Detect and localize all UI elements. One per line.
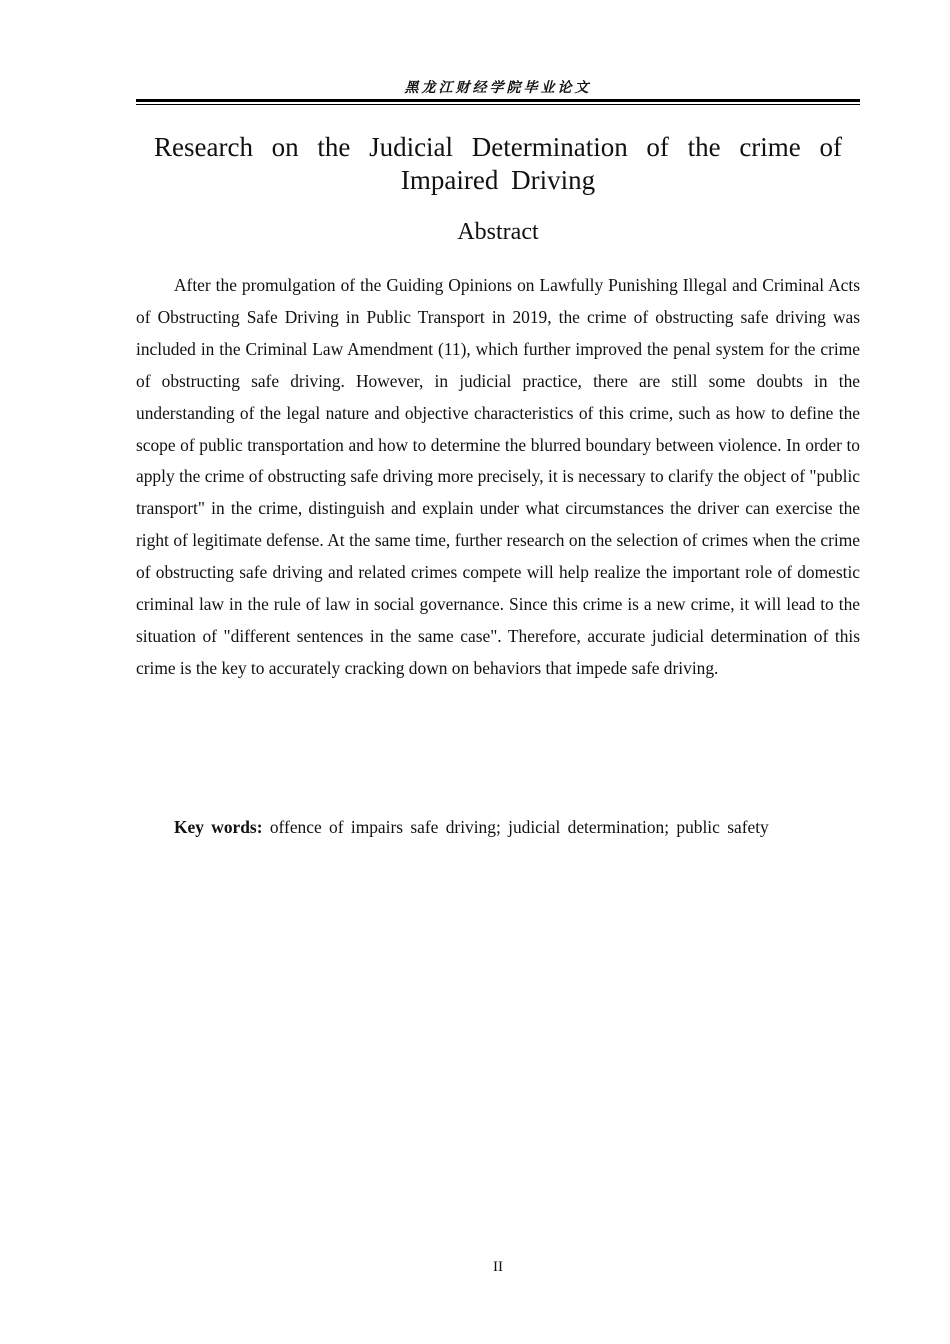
paper-title-line-2: Impaired Driving — [400, 165, 596, 195]
keywords-label: Key words: — [174, 817, 263, 837]
abstract-heading: Abstract — [457, 219, 539, 245]
paper-title-line-1: Research on the Judicial Determination of the crime of — [154, 132, 842, 162]
keywords — [136, 812, 860, 843]
header-rule-thin — [136, 104, 860, 105]
keywords-text: offence of impairs safe driving; judicial determination; public safety — [269, 817, 769, 837]
header-rule — [136, 99, 860, 102]
page-number: II — [493, 1259, 503, 1275]
running-header: 黑龙江财经学院毕业论文 — [404, 80, 592, 96]
abstract-body: After the promulgation of the Guiding Opinions on Lawfully Punishing Illegal and Criminal Acts of Obstructing Safe Driving in Public Transport in 2019, the crime of obstructing safe driving was included in the Criminal Law Amendment (11), which further improved the penal system for the crime of obstructing safe driving. However, in judicial practice, there are still some doubts in the understanding of the legal nature and objective characteristics of this crime, such as how to define the scope of public transportation and how to determine the blurred boundary between violence. In order to apply the crime of obstructing safe driving more precisely, it is necessary to clarify the object of "public transport" in the crime, distinguish and explain under what circumstances the driver can exercise the right of legitimate defense. At the same time, further research on the selection of crimes when the crime of obstructing safe driving and related crimes compete will help realize the important role of domestic criminal law in the rule of law in social governance. Since this crime is a new crime, it will lead to the situation of "different sentences in the same case". Therefore, accurate judicial determination of this crime is the key to accurately cracking down on behaviors that impede safe driving. — [136, 275, 860, 678]
paper-title — [136, 131, 860, 197]
